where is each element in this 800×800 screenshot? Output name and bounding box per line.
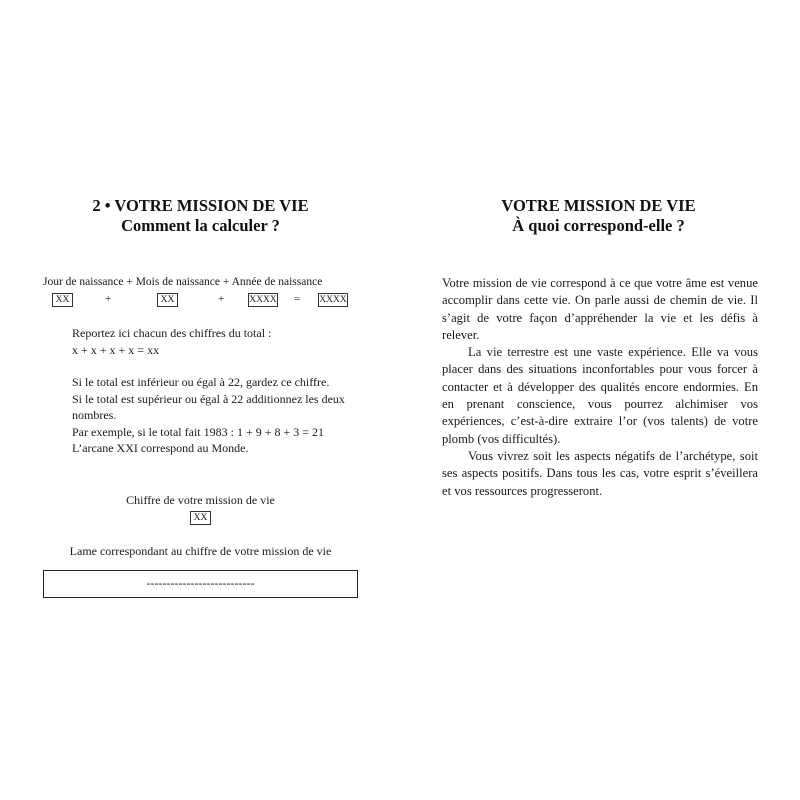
instruction-line: Si le total est inférieur ou égal à 22, gardez ce chiffre. — [72, 375, 330, 389]
lame-placeholder: --------------------------- — [146, 576, 255, 590]
example-line: L’arcane XXI correspond au Monde. — [72, 441, 249, 455]
birth-date-label: Jour de naissance + Mois de naissance + Année de naissance — [43, 276, 323, 288]
equals-sign: = — [294, 293, 301, 305]
birth-date-fields — [0, 293, 400, 309]
right-page-heading — [441, 196, 756, 236]
instruction-line: Reportez ici chacun des chiffres du total : — [72, 326, 272, 340]
page-subtitle: À quoi correspond-elle ? — [512, 216, 685, 235]
section-title: 2 • VOTRE MISSION DE VIE — [92, 196, 309, 215]
lame-field[interactable] — [43, 570, 358, 598]
lame-label: Lame correspondant au chiffre de votre mission de vie — [69, 544, 332, 558]
total-field[interactable]: XXXX — [319, 295, 347, 305]
left-page-heading — [43, 196, 358, 236]
month-field[interactable]: XX — [157, 293, 178, 307]
example-line: Par exemple, si le total fait 1983 : 1 + 9 + 8 + 3 = 21 — [72, 424, 325, 439]
day-field[interactable]: XX — [52, 293, 73, 307]
paragraph: Votre mission de vie correspond à ce que votre âme est venue accomplir dans cette vie. On parle aussi de chemin de vie. Il s’agit de votre façon d’appréhender la vie et les défis à relever. — [442, 276, 758, 342]
page-title: VOTRE MISSION DE VIE — [501, 196, 696, 215]
calculation-instructions — [72, 325, 372, 457]
mission-number-label: Chiffre de votre mission de vie — [126, 493, 275, 507]
paragraph: Vous vivrez soit les aspects négatifs de l’archétype, soit ses aspects positifs. Dans tous les cas, votre esprit s’éveillera et vos ressources progresseront. — [442, 448, 758, 498]
section-subtitle: Comment la calculer ? — [121, 216, 280, 235]
digit-sum-formula: x + x + x + x = xx — [72, 342, 160, 357]
instruction-line: Si le total est supérieur ou égal à 22 additionnez les deux nombres. — [72, 391, 345, 422]
body-text — [442, 275, 758, 500]
paragraph: La vie terrestre est une vaste expérience. Elle va vous placer dans des situations inconfortables pour vous forcer à contacter et à développer des qualités encore endormies. En en prenant conscience, vous pourrez alchimiser vos expériences, c’est-à-dire extraire l’or (vos talents) de votre plomb (vos difficultés). — [442, 345, 758, 446]
mission-number-field[interactable]: XX — [190, 511, 211, 525]
plus-sign: + — [218, 293, 225, 305]
year-field[interactable]: XXXX — [249, 295, 277, 305]
plus-sign: + — [105, 293, 112, 305]
right-page — [400, 0, 800, 800]
